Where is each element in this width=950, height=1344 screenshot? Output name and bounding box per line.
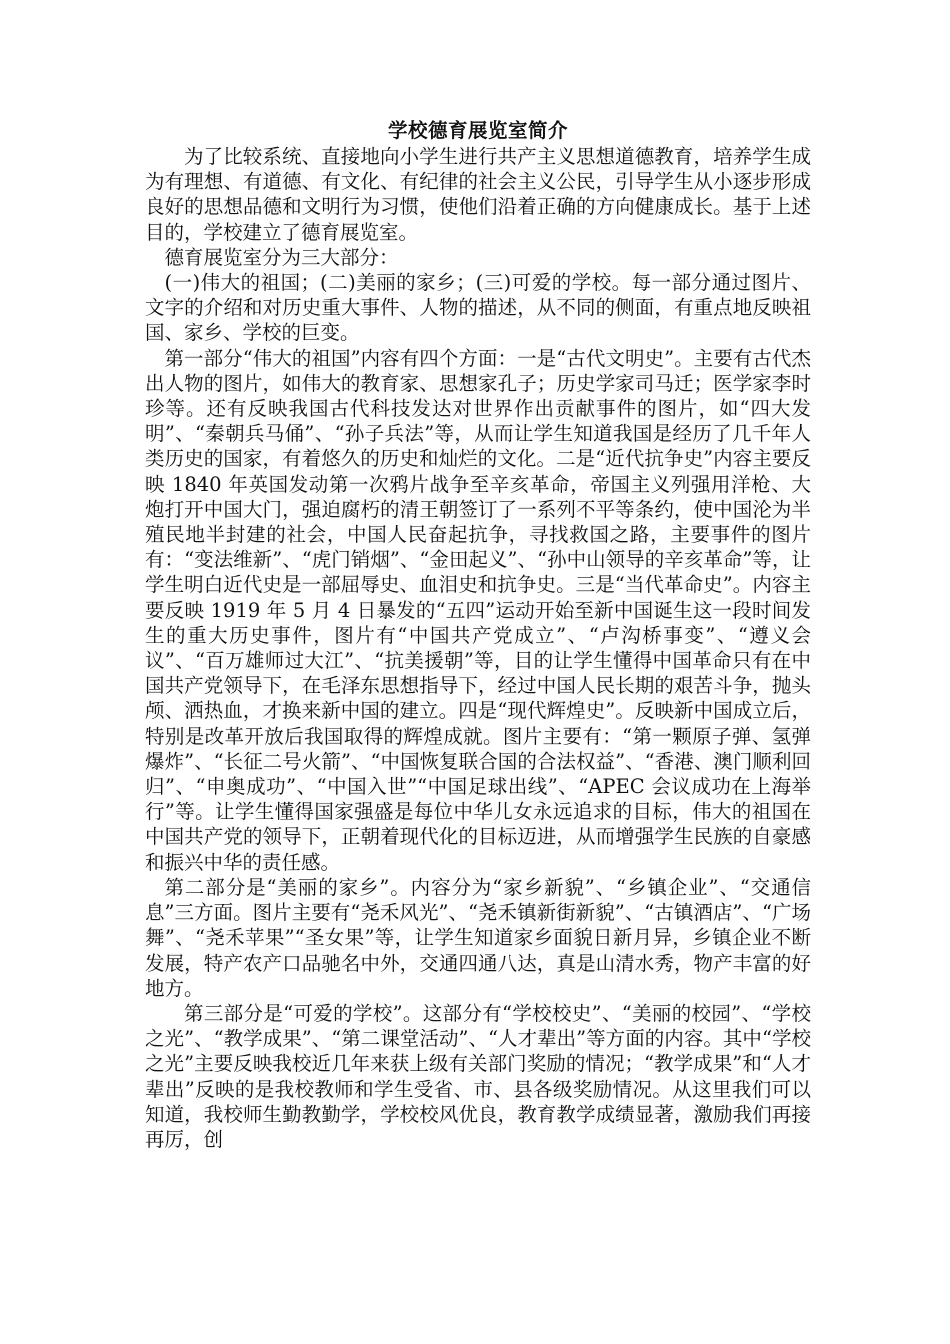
- document-title: 学校德育展览室简介: [387, 119, 568, 142]
- document-page: [145, 118, 811, 1152]
- paragraph-intro: 为了比较系统、直接地向小学生进行共产主义思想道德教育，培养学生成为有理想、有道德、有文化、有纪律的社会主义公民，引导学生从小逐步形成良好的思想品德和文明行为习惯，使他们沿着正确的方向健康成长。基于上述目的，学校建立了德育展览室。: [145, 145, 811, 244]
- paragraph-part-one: 第一部分“伟大的祖国”内容有四个方面：一是“古代文明史”。主要有古代杰出人物的图片，如伟大的教育家、思想家孔子；历史学家司马迁；医学家李时珍等。还有反映我国古代科技发达对世界作出贡献事件的图片，如“四大发明”、“秦朝兵马俑”、“孙子兵法”等，从而让学生知道我国是经历了几千年人类历史的国家，有着悠久的历史和灿烂的文化。二是“近代抗争史”内容主要反映 1840 年英国发动第一次鸦片战争至辛亥革命，帝国主义列强用洋枪、大炮打开中国大门，强迫腐朽的清王朝签订了一系列不平等条约，使中国沦为半殖民地半封建的社会，中国人民奋起抗争，寻找救国之路，主要事件的图片有：“变法维新”、“虎门销烟”、“金田起义”、“孙中山领导的辛亥革命”等，让学生明白近代史是一部屈辱史、血泪史和抗争史。三是“当代革命史”。内容主要反映 1919 年 5 月 4 日暴发的“五四”运动开始至新中国诞生这一段时间发生的重大历史事件，图片有“中国共产党成立”、“卢沟桥事变”、“遵义会议”、“百万雄师过大江”、“抗美援朝”等，目的让学生懂得中国革命只有在中国共产党领导下，在毛泽东思想指导下，经过中国人民长期的艰苦斗争，抛头颅、洒热血，才换来新中国的建立。四是“现代辉煌史”。反映新中国成立后，特别是改革开放后我国取得的辉煌成就。图片主要有：“第一颗原子弹、氢弹爆炸”、“长征二号火箭”、“中国恢复联合国的合法权益”、“香港、澳门顺利回归”、“申奥成功”、“中国入世”“中国足球出线”、“APEC 会议成功在上海举行”等。让学生懂得国家强盛是每位中华儿女永远追求的目标，伟大的祖国在中国共产党的领导下，正朝着现代化的目标迈进，从而增强学生民族的自豪感和振兴中华的责任感。: [145, 346, 811, 874]
- paragraph-part-two: 第二部分是“美丽的家乡”。内容分为“家乡新貌”、“乡镇企业”、“交通信息”三方面。图片主要有“尧禾风光”、“尧禾镇新街新貌”、“古镇酒店”、“广场舞”、“尧禾苹果”“圣女果”等，让学生知道家乡面貌日新月异，乡镇企业不断发展，特产农产口品驰名中外，交通四通八达，真是山清水秀，物产丰富的好地方。: [145, 875, 811, 1000]
- paragraph-sections-list: (一)伟大的祖国；(二)美丽的家乡；(三)可爱的学校。每一部分通过图片、文字的介绍和对历史重大事件、人物的描述，从不同的侧面，有重点地反映祖国、家乡、学校的巨变。: [145, 271, 811, 345]
- paragraph-sections-heading: 德育展览室分为三大部分：: [164, 245, 399, 269]
- paragraph-part-three: 第三部分是“可爱的学校”。这部分有“学校校史”、“美丽的校园”、“学校之光”、“教学成果”、“第二课堂活动”、“人才辈出”等方面的内容。其中“学校之光”主要反映我校近几年来获上级有关部门奖励的情况；“教学成果”和“人才辈出”反映的是我校教师和学生受省、市、县各级奖励情况。从这里我们可以知道，我校师生勤教勤学，学校校风优良，教育教学成绩显著，激励我们再接再厉，创: [145, 1001, 811, 1151]
